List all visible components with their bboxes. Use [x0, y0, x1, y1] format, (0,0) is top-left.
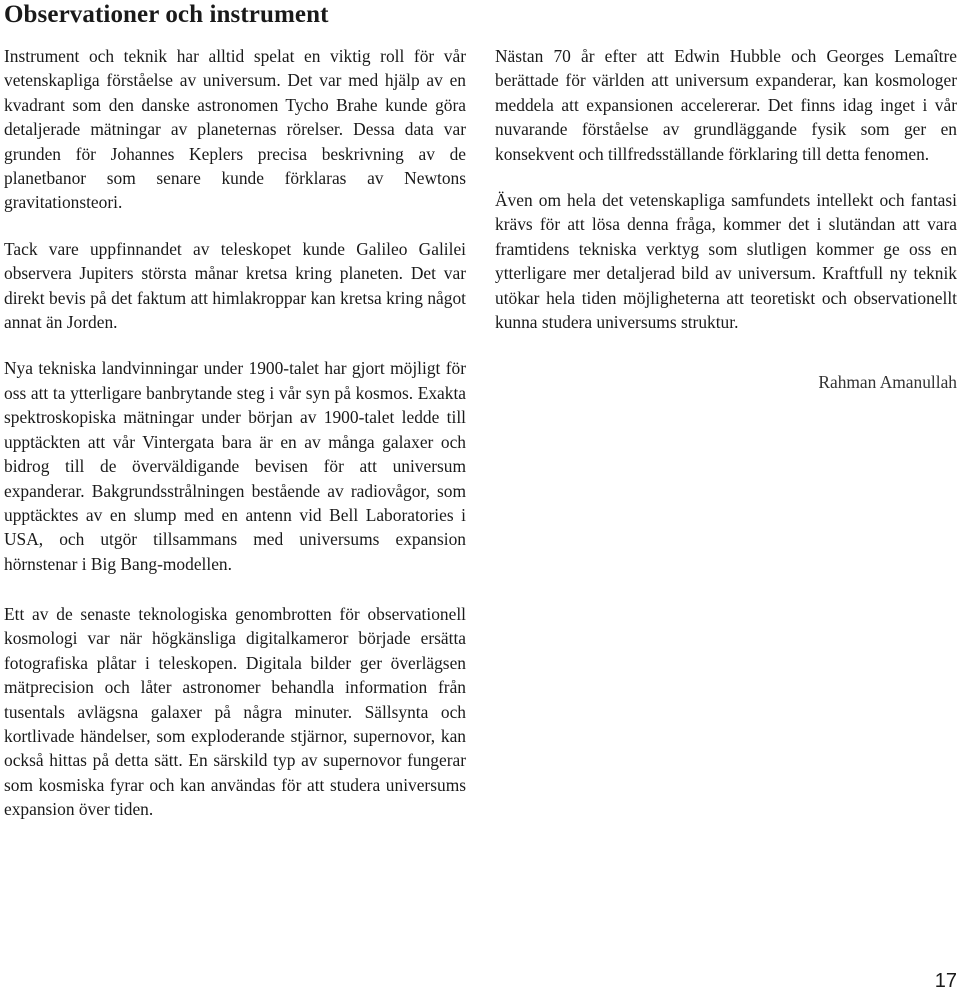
paragraph-digital-cameras: Ett av de senaste teknologiska genombrotten för observationell kosmologi var när högkänsliga digitalkameror började ersätta fotografiska plåtar i teleskopen. Digitala bilder ger överlägsen mätprecision och låter astronomer behandla information från tusentals avlägsna galaxer på några minuter. Sällsynta och kortlivade händelser, som exploderande stjärnor, supernovor, kan också hittas på detta sätt. En särskild typ av supernovor fungerar som kosmiska fyrar och kan användas för att studera universums expansion över tiden. — [4, 604, 466, 820]
bottom-text-block — [4, 602, 466, 844]
paragraph-twentieth-century: Nya tekniska landvinningar under 1900-talet har gjort möjligt för oss att ta ytterligare banbrytande steg i vår syn på kosmos. Exakta spektroskopiska mätningar under början av 1900-talet ledde till upptäckten att vår Vintergata bara är en av många galaxer och bidrog till de överväldigande bevisen för att universum expanderar. Bakgrundsstrålningen bestående av radiovågor, som upptäcktes av en slump med en antenn vid Bell Laboratories i USA, och utgör tillsammans med universums expansion hörnstenar i Big Bang-modellen. — [4, 358, 466, 574]
author-signature: Rahman Amanullah — [818, 372, 957, 393]
paragraph-instrument-history: Instrument och teknik har alltid spelat en viktig roll för vår vetenskapliga förståelse av universum. Det var med hjälp av en kvadrant som den danske astronomen Tycho Brahe kunde göra detaljerade mätningar av planeternas rörelser. Dessa data var grunden för Johannes Keplers precisa beskrivning av de planetbanor som senare kunde förklaras av Newtons gravitationsteori. — [4, 46, 466, 213]
paragraph-galileo-telescope: Tack vare uppfinnandet av teleskopet kunde Galileo Galilei observera Jupiters största månar kretsa kring planeten. Det var direkt bevis på det faktum att himlakroppar kan kretsa kring något annat än Jorden. — [4, 238, 466, 333]
right-column — [495, 44, 957, 395]
paragraph-future-tools: Även om hela det vetenskapliga samfundets intellekt och fantasi krävs för att lösa denna fråga, kommer det i slutändan att vara framtidens tekniska verktyg som slutligen kommer ge oss en ytterligare mer detaljerad bild av universum. Kraftfull ny teknik utökar hela tiden möjligheterna att teoretiskt och observationellt kunna studera universums struktur. — [495, 190, 957, 333]
left-column — [4, 44, 466, 576]
page-title: Observationer och instrument — [4, 1, 329, 28]
page-number: 17 — [934, 970, 957, 992]
paragraph-accelerating-expansion: Nästan 70 år efter att Edwin Hubble och Georges Lemaître berättade för världen att universum expanderar, kan kosmologer meddela att expansionen accelererar. Det finns idag inget i vår nuvarande förståelse av grundläggande fysik som ger en konsekvent och tillfredsställande förklaring till detta fenomen. — [495, 46, 957, 164]
